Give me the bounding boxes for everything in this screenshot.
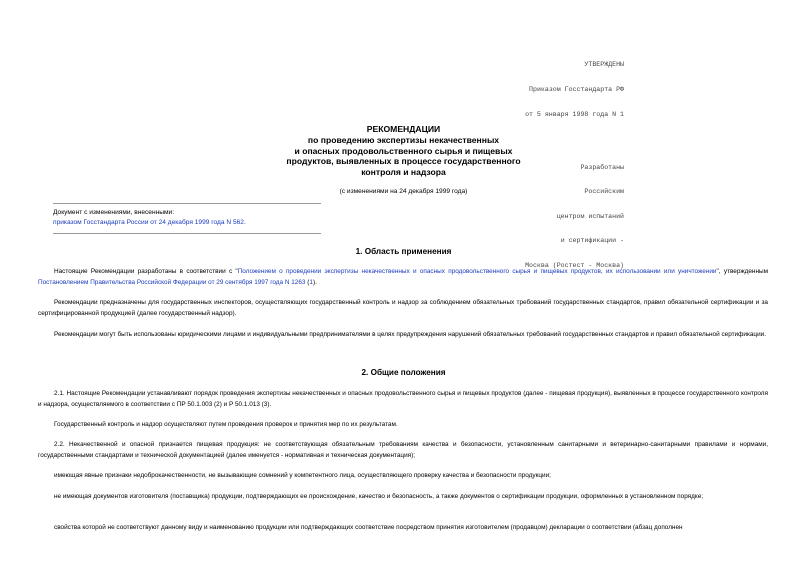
section-2-paragraph-1: 2.1. Настоящие Рекомендации устанавливают порядок проведения экспертизы некачественных и опасных продовольственного сырья и пищевых продуктов (далее - пищевая продукция), выявленных в процессе государственного контроля и надзора, осуществляемого в соответствии с ПР 50.1.003 (2) и Р 50.1.013 (3). [38, 390, 768, 408]
text: ). [312, 279, 317, 286]
section-1-paragraph-3: Рекомендации могут быть использованы юридическими лицами и индивидуальными предпринимателями в целях предупреждения нарушений обязательных требований государственных стандартов и правил обязательной сертификации. [54, 331, 767, 338]
title-line: по проведению экспертизы некачественных [307, 135, 500, 146]
approval-line: от 5 января 1998 года N 1 [525, 110, 624, 118]
approval-line: УТВЕРЖДЕНЫ [584, 61, 624, 69]
title-line: контроля и надзора [361, 166, 446, 177]
document-title [0, 124, 807, 177]
section-2-paragraph-5: не имеющая документов изготовителя (поставщика) продукции, подтверждающих ее происхождение, качество и безопасность, а также документов о сертификации продукции, оформленных в установленном порядке; [54, 493, 704, 500]
section-2-paragraph-6: свойства которой не соответствуют данному виду и наименованию продукции или подтверждающих соответствие посредством принятия изготовителем (продавцом) декларации о соответствии (абзац дополнен [54, 524, 683, 531]
amendments-intro: Документ с изменениями, внесенными: [53, 209, 175, 216]
title-line: и опасных продовольственного сырья и пищевых [294, 145, 513, 156]
section-2-paragraph-3: 2.2. Некачественной и опасной признается пищевая продукция: не соответствующая обязательным требованиям качества и безопасности, установленным санитарными и ветеринарно-санитарными правилами и нормами, государственными стандартами и технической документацией (далее именуется - нормативная и техническая документация); [38, 441, 768, 459]
amendments-box [53, 203, 321, 234]
section-1-paragraph-2: Рекомендации предназначены для государственных инспекторов, осуществляющих государственный контроль и надзор за соблюдением обязательных требований государственных стандартов, правил обязательной сертификации и за сертифицированной продукцией (далее государственный надзор). [38, 299, 768, 317]
developer-line: и сертификации - [560, 237, 624, 245]
developer-line: Москва (Ростест - Москва) [525, 262, 624, 270]
amendment-link[interactable]: приказом Госстандарта России от 24 декабря 1999 года N 562. [53, 219, 246, 226]
text: ( [305, 279, 310, 286]
changes-note: (с изменениями на 24 декабря 1999 года) [339, 188, 468, 195]
section-2-heading: 2. Общие положения [361, 368, 446, 377]
approval-line: Приказом Госстандарта РФ [529, 86, 624, 94]
developer-line: центром испытаний [556, 212, 624, 220]
developer-line: Разработаны [580, 163, 624, 171]
decree-link[interactable]: Постановлением Правительства Российской Федерации от 29 сентября 1997 года N 1263 [38, 279, 306, 286]
section-1-paragraph-1 [38, 266, 768, 288]
title-heading: РЕКОМЕНДАЦИИ [366, 124, 441, 134]
developer-line: Российским [584, 188, 624, 196]
section-2-paragraph-4: имеющая явные признаки недоброкачественности, не вызывающие сомнений у компетентного лица, осуществляющего проверку качества и безопасности продукции; [54, 472, 551, 479]
regulation-link[interactable]: Положением о проведении экспертизы некачественных и опасных продовольственного сырья и пищевых продуктов, их использовании или уничтожении [237, 268, 717, 275]
text: Настоящие Рекомендации разработаны в соответствии с " [54, 268, 238, 275]
text: ", утвержденным [716, 268, 768, 275]
section-2-paragraph-2: Государственный контроль и надзор осуществляют путем проведения проверок и принятия мер по их результатам. [54, 421, 398, 428]
title-line: продуктов, выявленных в процессе государственного [286, 156, 521, 167]
section-1-heading: 1. Область применения [355, 247, 452, 256]
reference-link[interactable]: 1 [309, 279, 313, 286]
